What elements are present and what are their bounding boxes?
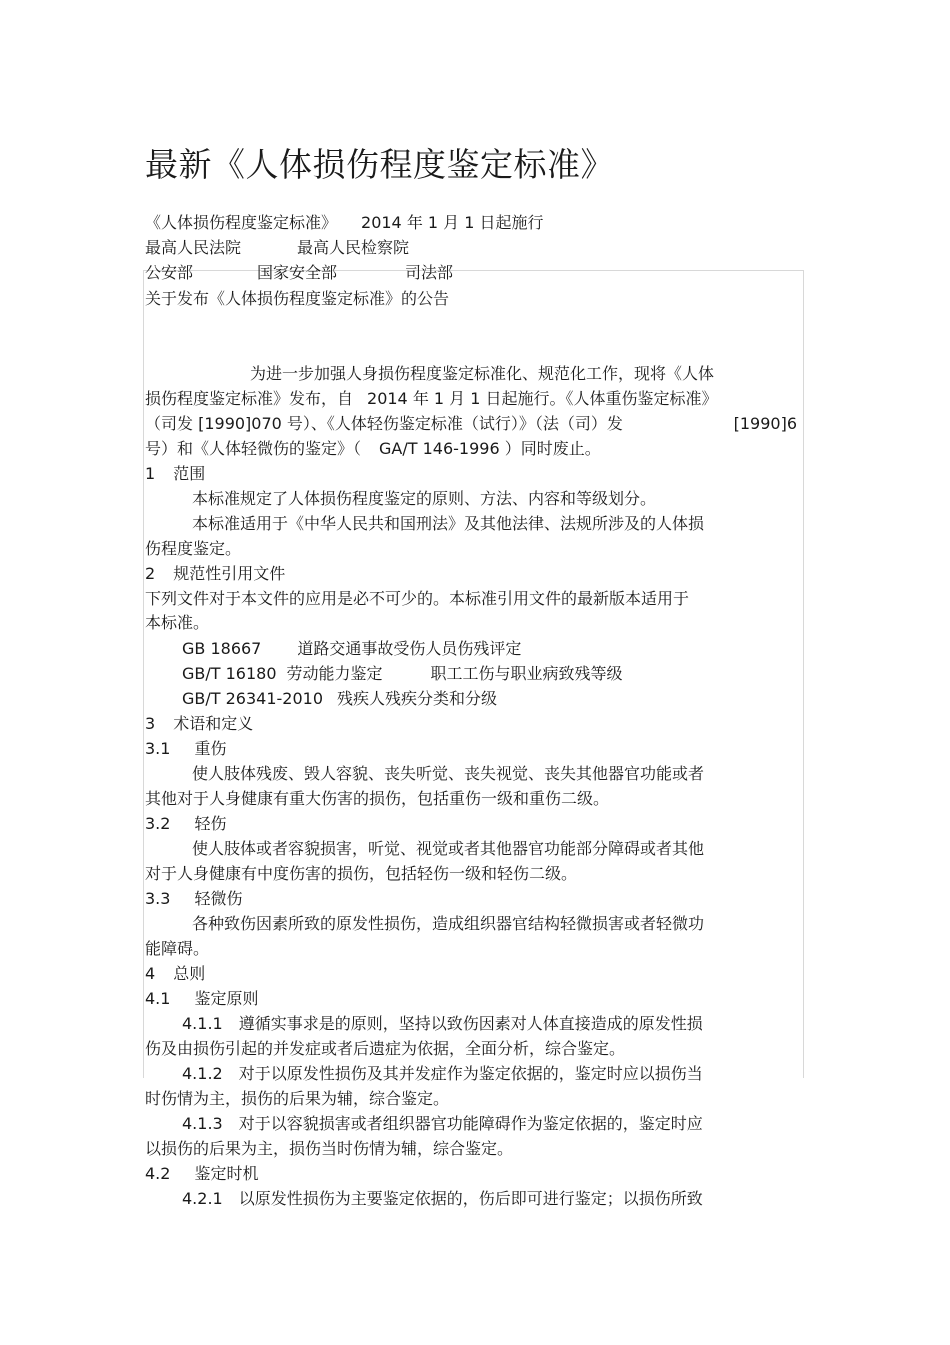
reference-item: GB/T 26341-2010 残疾人残疾分类和分级 <box>182 689 498 708</box>
term-definition-cont: 能障碍。 <box>145 939 210 958</box>
section-4-heading: 4 总则 <box>145 964 206 983</box>
issuer-procuratorate: 最高人民检察院 <box>297 238 410 257</box>
section-1-para-2: 本标准适用于《中华人民共和国刑法》及其他法律、法规所涉及的人体损 <box>192 514 705 533</box>
standard-name: 《人体损伤程度鉴定标准》 <box>145 213 338 232</box>
effective-date: 2014 年 1 月 1 日起施行 <box>361 213 544 232</box>
issuer-court: 最高人民法院 <box>145 238 242 257</box>
clause-cont: 伤及由损伤引起的并发症或者后遗症为依据，全面分析，综合鉴定。 <box>145 1039 626 1058</box>
clause: 4.1.2 对于以原发性损伤及其并发症作为鉴定依据的，鉴定时应以损伤当 <box>182 1064 703 1083</box>
term-definition-cont: 其他对于人身健康有重大伤害的损伤，包括重伤一级和重伤二级。 <box>145 789 610 808</box>
intro-line-4: 号）和《人体轻微伤的鉴定》（ GA/T 146-1996 ）同时废止。 <box>145 439 601 458</box>
subsection-heading: 4.1 鉴定原则 <box>145 989 259 1008</box>
intro-line-1: 为进一步加强人身损伤程度鉴定标准化、规范化工作，现将《人体 <box>250 364 715 383</box>
clause: 4.2.1 以原发性损伤为主要鉴定依据的，伤后即可进行鉴定；以损伤所致 <box>182 1189 703 1208</box>
section-3-heading: 3 术语和定义 <box>145 714 254 733</box>
intro-line-3: （司发 [1990]070 号）、《人体轻伤鉴定标准（试行）》（法（司）发 [1990]6 <box>145 414 797 433</box>
section-1-heading: 1 范围 <box>145 464 206 483</box>
section-1-para-1: 本标准规定了人体损伤程度鉴定的原则、方法、内容和等级划分。 <box>192 489 657 508</box>
standard-line <box>145 211 544 235</box>
section-2-para-cont: 本标准。 <box>145 613 210 632</box>
issuers-line-2 <box>145 261 453 285</box>
issuer-public-security: 公安部 <box>145 263 194 282</box>
clause-cont: 时伤情为主，损伤的后果为辅，综合鉴定。 <box>145 1089 450 1108</box>
section-1-para-2-cont: 伤程度鉴定。 <box>145 539 242 558</box>
intro-line-2: 损伤程度鉴定标准》发布，自 2014 年 1 月 1 日起施行。《人体重伤鉴定标准》 <box>145 389 718 408</box>
term-definition: 使人肢体或者容貌损害，听觉、视觉或者其他器官功能部分障碍或者其他 <box>192 839 705 858</box>
document-title: 最新《人体损伤程度鉴定标准》 <box>145 145 614 184</box>
announcement-title: 关于发布《人体损伤程度鉴定标准》的公告 <box>145 289 450 308</box>
term-heading: 3.1 重伤 <box>145 739 227 758</box>
subsection-heading: 4.2 鉴定时机 <box>145 1164 259 1183</box>
term-definition: 使人肢体残废、毁人容貌、丧失听觉、丧失视觉、丧失其他器官功能或者 <box>192 764 705 783</box>
section-2-heading: 2 规范性引用文件 <box>145 564 286 583</box>
clause: 4.1.1 遵循实事求是的原则，坚持以致伤因素对人体直接造成的原发性损 <box>182 1014 703 1033</box>
issuer-justice: 司法部 <box>405 263 454 282</box>
section-2-para: 下列文件对于本文件的应用是必不可少的。本标准引用文件的最新版本适用于 <box>145 589 690 608</box>
issuer-state-security: 国家安全部 <box>257 263 338 282</box>
clause-cont: 以损伤的后果为主，损伤当时伤情为辅，综合鉴定。 <box>145 1139 514 1158</box>
clause: 4.1.3 对于以容貌损害或者组织器官功能障碍作为鉴定依据的，鉴定时应 <box>182 1114 703 1133</box>
term-heading: 3.3 轻微伤 <box>145 889 243 908</box>
reference-item: GB 18667 道路交通事故受伤人员伤残评定 <box>182 639 522 658</box>
term-definition: 各种致伤因素所致的原发性损伤，造成组织器官结构轻微损害或者轻微功 <box>192 914 705 933</box>
reference-item: GB/T 16180 劳动能力鉴定 职工工伤与职业病致残等级 <box>182 664 623 683</box>
issuers-line-1 <box>145 236 409 260</box>
term-heading: 3.2 轻伤 <box>145 814 227 833</box>
term-definition-cont: 对于人身健康有中度伤害的损伤，包括轻伤一级和轻伤二级。 <box>145 864 578 883</box>
